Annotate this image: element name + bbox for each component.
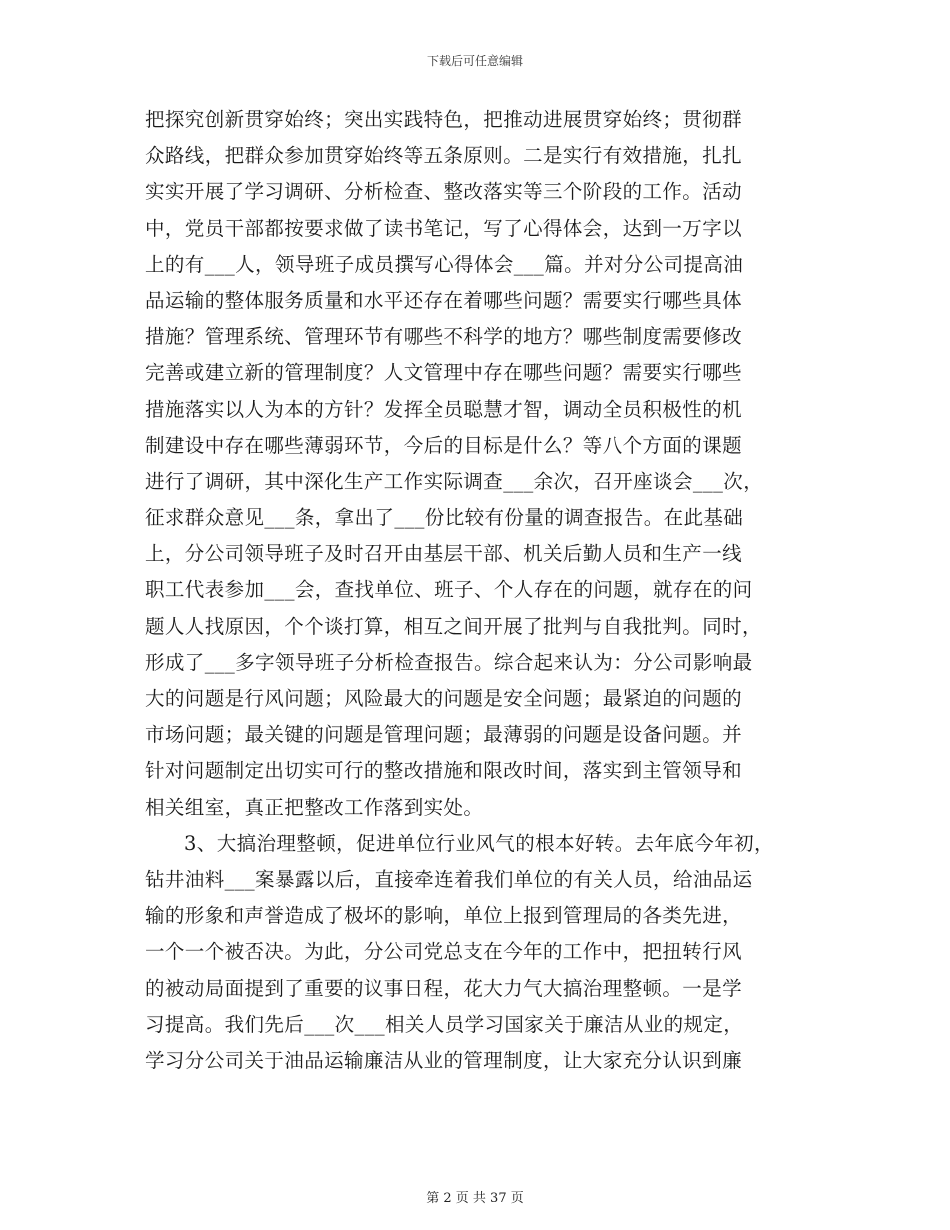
body-line: 实实开展了学习调研、分析检查、整改落实等三个阶段的工作。活动 (145, 180, 743, 204)
page-footer: 第 2 页 共 37 页 (426, 1191, 524, 1206)
body-line: 的被动局面提到了重要的议事日程，花大力气大搞治理整顿。一是学 (145, 976, 743, 1000)
section-heading-line: 3、大搞治理整顿，促进单位行业风气的根本好转。去年底今年初， (184, 831, 774, 855)
body-line: 市场问题；最关键的问题是管理问题；最薄弱的问题是设备问题。并 (145, 723, 743, 747)
body-line: 众路线，把群众参加贯穿始终等五条原则。二是实行有效措施，扎扎 (145, 144, 743, 168)
body-line: 进行了调研，其中深化生产工作实际调查___余次，召开座谈会___次， (145, 469, 764, 493)
body-line: 一个一个被否决。为此，分公司党总支在今年的工作中，把扭转行风 (145, 940, 743, 964)
body-line: 钻井油料___案暴露以后，直接牵连着我们单位的有关人员，给油品运 (145, 867, 753, 891)
body-line: 形成了___多字领导班子分析检查报告。综合起来认为：分公司影响最 (145, 650, 753, 674)
body-line: 大的问题是行风问题；风险最大的问题是安全问题；最紧迫的问题的 (145, 687, 743, 710)
body-line: 中，党员干部都按要求做了读书笔记，写了心得体会，达到一万字以 (145, 216, 743, 240)
body-line: 职工代表参加___会，查找单位、班子、个人存在的问题，就存在的问 (145, 578, 753, 602)
document-body (145, 102, 805, 1079)
body-line: 习提高。我们先后___次___相关人员学习国家关于廉洁从业的规定， (145, 1012, 744, 1036)
page-header: 下载后可任意编辑 (426, 54, 523, 68)
body-line: 措施落实以人为本的方针？发挥全员聪慧才智，调动全员积极性的机 (145, 397, 743, 421)
body-line: 措施？管理系统、管理环节有哪些不科学的地方？哪些制度需要修改 (145, 325, 743, 349)
body-line: 输的形象和声誉造成了极坏的影响，单位上报到管理局的各类先进， (145, 904, 743, 928)
body-line: 制建设中存在哪些薄弱环节，今后的目标是什么？等八个方面的课题 (145, 433, 743, 457)
body-line: 学习分公司关于油品运输廉洁从业的管理制度，让大家充分认识到廉 (145, 1048, 743, 1072)
body-line: 完善或建立新的管理制度？人文管理中存在哪些问题？需要实行哪些 (145, 361, 743, 385)
body-line: 征求群众意见___条，拿出了___份比较有份量的调查报告。在此基础 (145, 506, 744, 530)
body-line: 把探究创新贯穿始终；突出实践特色，把推动进展贯穿始终；贯彻群 (145, 108, 743, 131)
body-line: 上，分公司领导班子及时召开由基层干部、机关后勤人员和生产一线 (145, 542, 743, 566)
body-line: 上的有___人，领导班子成员撰写心得体会___篇。并对分公司提高油 (145, 252, 744, 276)
body-line: 题人人找原因，个个谈打算，相互之间开展了批判与自我批判。同时， (145, 614, 762, 638)
body-line: 针对问题制定出切实可行的整改措施和限改时间，落实到主管领导和 (145, 759, 743, 783)
body-line: 品运输的整体服务质量和水平还存在着哪些问题？需要实行哪些具体 (145, 288, 743, 312)
body-line: 相关组室，真正把整改工作落到实处。 (145, 795, 484, 819)
